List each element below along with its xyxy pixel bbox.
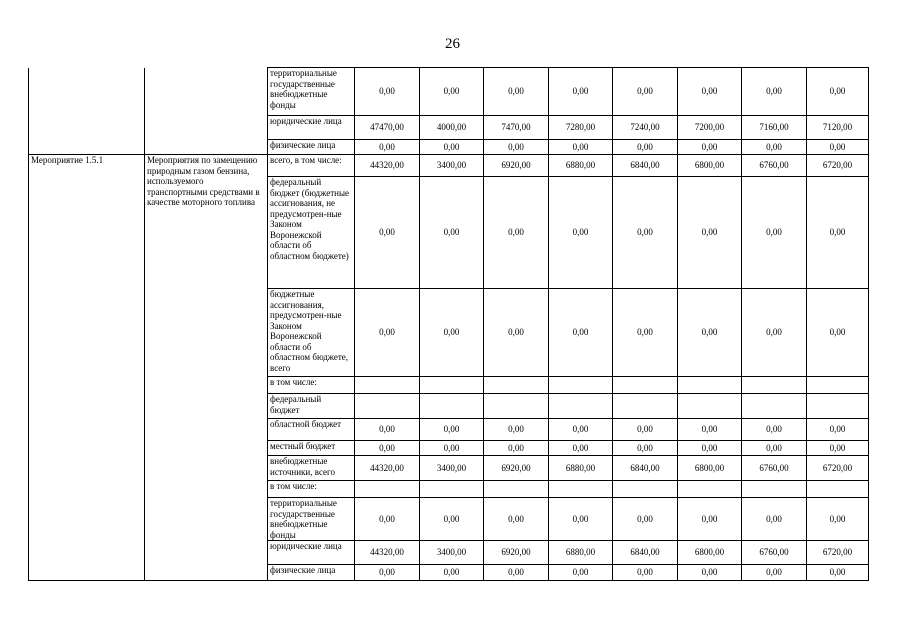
amount-cell: 7160,00: [742, 116, 807, 140]
amount-cell: 0,00: [420, 289, 484, 377]
page-number: 26: [445, 36, 460, 52]
funding-source-label: федеральный бюджет (бюджетные ассигнования, не предусмотрен-ные Законом Воронежской области об областном бюджете): [268, 177, 355, 289]
table-row: [29, 68, 869, 116]
funding-source-label: юридические лица: [268, 116, 355, 140]
amount-cell: [613, 394, 678, 419]
amount-cell: 3400,00: [420, 456, 484, 481]
amount-cell: [742, 394, 807, 419]
amount-cell: 0,00: [807, 177, 869, 289]
amount-cell: [613, 481, 678, 498]
amount-cell: 0,00: [678, 419, 742, 441]
amount-cell: 0,00: [420, 177, 484, 289]
amount-cell: [678, 481, 742, 498]
amount-cell: 0,00: [420, 565, 484, 581]
amount-cell: 0,00: [807, 565, 869, 581]
amount-cell: [420, 377, 484, 394]
amount-cell: 0,00: [807, 68, 869, 116]
amount-cell: 0,00: [742, 441, 807, 456]
funding-source-label: физические лица: [268, 565, 355, 581]
amount-cell: 6800,00: [678, 541, 742, 565]
amount-cell: 0,00: [420, 498, 484, 541]
amount-cell: 0,00: [549, 140, 613, 155]
amount-cell: 6800,00: [678, 456, 742, 481]
amount-cell: [355, 481, 420, 498]
amount-cell: 0,00: [613, 68, 678, 116]
amount-cell: 7120,00: [807, 116, 869, 140]
amount-cell: 7280,00: [549, 116, 613, 140]
funding-source-label: юридические лица: [268, 541, 355, 565]
amount-cell: 0,00: [678, 565, 742, 581]
amount-cell: 7240,00: [613, 116, 678, 140]
funding-source-label: федеральный бюджет: [268, 394, 355, 419]
amount-cell: 6760,00: [742, 541, 807, 565]
amount-cell: 0,00: [807, 498, 869, 541]
amount-cell: 0,00: [420, 68, 484, 116]
amount-cell: 0,00: [742, 177, 807, 289]
amount-cell: 6840,00: [613, 541, 678, 565]
amount-cell: 0,00: [613, 140, 678, 155]
amount-cell: [613, 377, 678, 394]
amount-cell: 6920,00: [484, 541, 549, 565]
amount-cell: [549, 481, 613, 498]
table-row: [29, 155, 869, 177]
amount-cell: 0,00: [355, 177, 420, 289]
amount-cell: 0,00: [678, 177, 742, 289]
amount-cell: [742, 377, 807, 394]
funding-source-label: территориальные государственные внебюджетные фонды: [268, 68, 355, 116]
amount-cell: [355, 377, 420, 394]
amount-cell: 0,00: [613, 498, 678, 541]
amount-cell: 6880,00: [549, 155, 613, 177]
amount-cell: 7470,00: [484, 116, 549, 140]
amount-cell: 0,00: [742, 565, 807, 581]
amount-cell: 6720,00: [807, 541, 869, 565]
amount-cell: 3400,00: [420, 155, 484, 177]
amount-cell: 6760,00: [742, 155, 807, 177]
amount-cell: 0,00: [355, 289, 420, 377]
amount-cell: 0,00: [549, 498, 613, 541]
amount-cell: 0,00: [742, 140, 807, 155]
amount-cell: 0,00: [484, 177, 549, 289]
amount-cell: 0,00: [484, 419, 549, 441]
amount-cell: 6760,00: [742, 456, 807, 481]
amount-cell: 6880,00: [549, 456, 613, 481]
amount-cell: [807, 481, 869, 498]
amount-cell: [355, 394, 420, 419]
funding-source-label: физические лица: [268, 140, 355, 155]
amount-cell: 0,00: [678, 441, 742, 456]
amount-cell: 0,00: [742, 419, 807, 441]
amount-cell: 6720,00: [807, 456, 869, 481]
amount-cell: 0,00: [807, 419, 869, 441]
amount-cell: [484, 377, 549, 394]
amount-cell: 0,00: [742, 68, 807, 116]
amount-cell: [420, 481, 484, 498]
amount-cell: [807, 377, 869, 394]
amount-cell: 0,00: [355, 140, 420, 155]
funding-source-label: бюджетные ассигнования, предусмотрен-ные Законом Воронежской области об областном бюджете, всего: [268, 289, 355, 377]
measure-code: Мероприятие 1.5.1: [29, 155, 145, 581]
amount-cell: [807, 394, 869, 419]
amount-cell: [484, 481, 549, 498]
amount-cell: 0,00: [484, 441, 549, 456]
amount-cell: 0,00: [420, 419, 484, 441]
amount-cell: [678, 394, 742, 419]
amount-cell: 0,00: [484, 68, 549, 116]
amount-cell: 0,00: [807, 140, 869, 155]
funding-source-label: местный бюджет: [268, 441, 355, 456]
funding-source-label: областной бюджет: [268, 419, 355, 441]
amount-cell: [549, 377, 613, 394]
amount-cell: 47470,00: [355, 116, 420, 140]
amount-cell: 0,00: [484, 565, 549, 581]
amount-cell: 6800,00: [678, 155, 742, 177]
amount-cell: 0,00: [355, 498, 420, 541]
amount-cell: 0,00: [484, 498, 549, 541]
amount-cell: 0,00: [742, 289, 807, 377]
amount-cell: 6920,00: [484, 155, 549, 177]
amount-cell: 6880,00: [549, 541, 613, 565]
amount-cell: 6920,00: [484, 456, 549, 481]
amount-cell: 0,00: [807, 289, 869, 377]
amount-cell: 7200,00: [678, 116, 742, 140]
amount-cell: 0,00: [355, 68, 420, 116]
amount-cell: 0,00: [355, 441, 420, 456]
funding-source-label: внебюджетные источники, всего: [268, 456, 355, 481]
amount-cell: 44320,00: [355, 155, 420, 177]
amount-cell: 6720,00: [807, 155, 869, 177]
amount-cell: 0,00: [742, 498, 807, 541]
amount-cell: 0,00: [549, 289, 613, 377]
amount-cell: [678, 377, 742, 394]
funding-source-label: в том числе:: [268, 481, 355, 498]
amount-cell: 4000,00: [420, 116, 484, 140]
funding-source-label: территориальные государственные внебюджетные фонды: [268, 498, 355, 541]
amount-cell: 44320,00: [355, 456, 420, 481]
empty-name-cell: [145, 68, 268, 155]
amount-cell: [549, 394, 613, 419]
empty-code-cell: [29, 68, 145, 155]
amount-cell: 0,00: [549, 419, 613, 441]
amount-cell: 0,00: [549, 565, 613, 581]
amount-cell: 0,00: [678, 289, 742, 377]
amount-cell: 0,00: [355, 565, 420, 581]
funding-source-label: в том числе:: [268, 377, 355, 394]
amount-cell: 0,00: [613, 289, 678, 377]
amount-cell: 0,00: [549, 68, 613, 116]
amount-cell: 0,00: [678, 140, 742, 155]
amount-cell: 0,00: [355, 419, 420, 441]
amount-cell: 0,00: [484, 140, 549, 155]
amount-cell: [742, 481, 807, 498]
amount-cell: 0,00: [484, 289, 549, 377]
amount-cell: 0,00: [807, 441, 869, 456]
amount-cell: 0,00: [613, 441, 678, 456]
amount-cell: 6840,00: [613, 155, 678, 177]
amount-cell: 0,00: [549, 177, 613, 289]
measure-name: Мероприятия по замещению природным газом бензина, используемого транспортными средствами в качестве моторного топлива: [145, 155, 268, 581]
amount-cell: 44320,00: [355, 541, 420, 565]
amount-cell: [484, 394, 549, 419]
amount-cell: 0,00: [549, 441, 613, 456]
amount-cell: 0,00: [420, 441, 484, 456]
amount-cell: [420, 394, 484, 419]
amount-cell: 6840,00: [613, 456, 678, 481]
amount-cell: 0,00: [678, 498, 742, 541]
budget-table: [28, 67, 869, 581]
amount-cell: 0,00: [613, 565, 678, 581]
funding-source-label: всего, в том числе:: [268, 155, 355, 177]
amount-cell: 0,00: [678, 68, 742, 116]
amount-cell: 0,00: [613, 177, 678, 289]
amount-cell: 0,00: [613, 419, 678, 441]
amount-cell: 3400,00: [420, 541, 484, 565]
amount-cell: 0,00: [420, 140, 484, 155]
